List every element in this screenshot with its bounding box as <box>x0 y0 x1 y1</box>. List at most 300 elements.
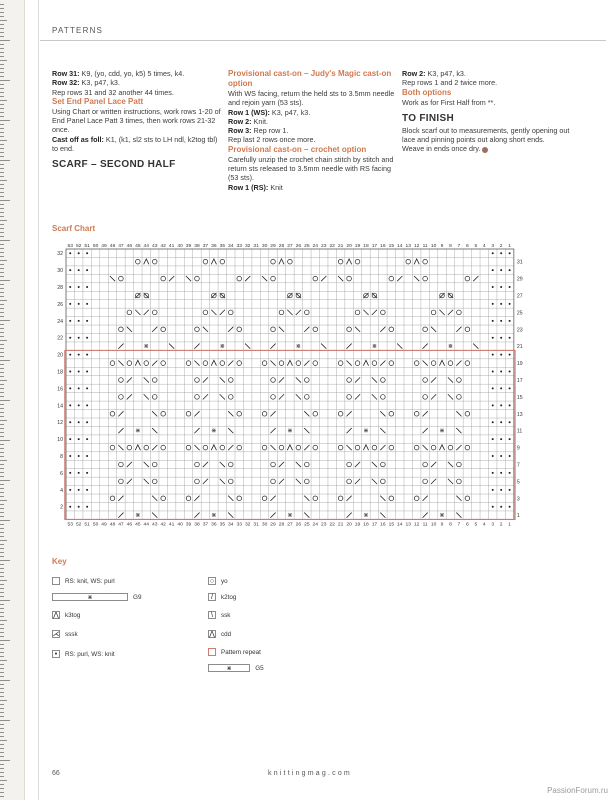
key-label: RS: purl, WS: knit <box>65 650 115 658</box>
paragraph <box>228 183 396 192</box>
ruler-tick <box>0 52 4 53</box>
subheading: Provisional cast-on – crochet option <box>228 144 367 154</box>
paragraph-text: K3, p47, k3. <box>269 107 311 117</box>
row-label-odd: 5 <box>516 479 520 486</box>
ruler-tick <box>0 780 7 781</box>
purl-dot <box>78 455 80 457</box>
ruler-tick <box>0 784 4 785</box>
ruler-tick <box>0 664 4 665</box>
ruler-tick <box>0 288 4 289</box>
purl-dot <box>500 472 502 474</box>
ruler-tick <box>0 212 4 213</box>
column-label: 25 <box>304 244 310 249</box>
purl-dot <box>78 506 80 508</box>
paragraph-text: K9, (yo, cdd, yo, k5) 5 times, k4. <box>79 69 185 78</box>
gathered-symbol: ⋇ <box>439 512 445 520</box>
purl-dot <box>492 421 494 423</box>
ruler-tick <box>0 176 4 177</box>
ruler-tick <box>0 364 4 365</box>
ruler-tick <box>0 60 7 61</box>
ruler-tick <box>0 444 4 445</box>
ruler-tick <box>0 652 4 653</box>
ruler-tick <box>0 764 4 765</box>
row-label-even: 32 <box>57 251 63 258</box>
ruler-tick <box>0 372 4 373</box>
ruler-tick <box>0 172 4 173</box>
ruler-tick <box>0 8 4 9</box>
column-label: 16 <box>380 244 386 249</box>
column-label: 47 <box>118 244 124 249</box>
purl-dot <box>69 472 71 474</box>
column-label: 17 <box>371 244 378 249</box>
column-label: 26 <box>295 244 302 249</box>
ruler-tick <box>0 404 4 405</box>
row-label-even: 10 <box>57 437 63 444</box>
ruler-tick <box>0 624 4 625</box>
column-label: 26 <box>295 522 302 528</box>
ruler-tick <box>0 648 4 649</box>
purl-dot <box>69 421 71 423</box>
column-label: 37 <box>202 244 209 249</box>
column-label: 51 <box>84 522 90 528</box>
row-label-odd: 25 <box>516 310 523 317</box>
row-label-even: 24 <box>57 318 63 325</box>
column-label: 14 <box>397 522 403 528</box>
ruler-tick <box>0 500 7 501</box>
ruler-tick <box>0 192 4 193</box>
ruler-tick <box>0 560 10 561</box>
ruler-tick <box>0 640 10 641</box>
ruler-tick <box>0 480 10 481</box>
purl-dot <box>492 438 494 440</box>
purl-dot <box>86 320 88 322</box>
gathered-symbol: ⋇ <box>211 427 217 435</box>
purl-dot <box>86 455 88 457</box>
ruler-tick <box>0 496 4 497</box>
ruler-tick <box>0 656 4 657</box>
column-label: 22 <box>329 522 335 528</box>
ruler-tick <box>0 204 4 205</box>
ruler-tick <box>0 708 4 709</box>
column-label: 15 <box>388 244 395 249</box>
ruler-tick <box>0 124 4 125</box>
ruler-tick <box>0 144 4 145</box>
column-label: 22 <box>329 244 335 249</box>
purl-dot <box>78 489 80 491</box>
purl-dot <box>509 354 511 356</box>
ruler-tick <box>0 776 4 777</box>
ruler-tick <box>0 180 7 181</box>
column-label: 33 <box>236 244 242 249</box>
ruler-tick <box>0 612 4 613</box>
row-label-even: 6 <box>60 470 63 477</box>
ruler-tick <box>0 588 4 589</box>
column-label: 50 <box>92 244 99 249</box>
purl-dot <box>86 404 88 406</box>
purl-dot <box>509 438 511 440</box>
purl-dot <box>509 269 511 271</box>
key-item <box>208 664 264 672</box>
column-label: 16 <box>380 522 386 528</box>
gathered-symbol: ⋇ <box>363 512 369 520</box>
ruler-tick <box>0 252 4 253</box>
ruler-tick <box>0 432 4 433</box>
column-label: 20 <box>346 522 352 528</box>
ruler-tick <box>0 380 7 381</box>
column-label: 7 <box>457 522 461 528</box>
column-label: 18 <box>363 522 369 528</box>
purl-dot <box>86 286 88 288</box>
column-label: 13 <box>405 522 411 528</box>
ruler-tick <box>0 636 4 637</box>
row-label-odd: 19 <box>516 361 523 368</box>
ruler-tick <box>0 88 4 89</box>
ruler-tick <box>0 72 4 73</box>
purl-dot <box>492 337 494 339</box>
column-label: 41 <box>168 522 175 528</box>
ruler-tick <box>0 544 4 545</box>
row-label-even: 30 <box>57 268 63 275</box>
ruler-tick <box>0 416 4 417</box>
column-label: 12 <box>413 522 420 528</box>
column-label: 40 <box>177 522 183 528</box>
ruler-tick <box>0 220 7 221</box>
gathered-symbol: ⋇ <box>439 427 445 435</box>
ruler-tick <box>0 424 4 425</box>
column-label: 3 <box>491 244 495 249</box>
purl-dot <box>492 286 494 288</box>
column-label: 39 <box>185 244 192 249</box>
column-label: 40 <box>177 244 183 249</box>
column-label: 21 <box>337 522 344 528</box>
ruler-tick <box>0 332 4 333</box>
ruler-tick <box>0 324 4 325</box>
purl-dot <box>78 337 80 339</box>
ruler-tick <box>0 540 7 541</box>
ruler-tick <box>0 508 4 509</box>
column-label: 27 <box>287 522 293 528</box>
ruler-tick <box>0 64 4 65</box>
purl-dot <box>492 404 494 406</box>
ruler-tick <box>0 580 7 581</box>
column-label: 9 <box>440 522 444 528</box>
paragraph <box>52 107 222 135</box>
column-label: 2 <box>499 522 503 528</box>
ruler-tick <box>0 768 4 769</box>
ruler-tick <box>0 516 4 517</box>
ruler-tick <box>0 608 4 609</box>
ruler-tick <box>0 208 4 209</box>
ruler-tick <box>0 168 4 169</box>
key-symbol: / <box>208 593 216 601</box>
purl-dot <box>509 320 511 322</box>
ruler-tick <box>0 564 4 565</box>
paragraph-text: K1, (k1, sl2 sts to LH ndl, k2tog tbl) to end. <box>52 134 218 154</box>
row-label: Row 1 (RS): <box>228 182 269 192</box>
section-heading: SCARF – SECOND HALF <box>52 159 176 171</box>
ruler-tick <box>0 4 4 5</box>
paragraph <box>52 135 222 154</box>
row-label-odd: 29 <box>516 276 523 283</box>
key-label: RS: knit, WS: purl <box>65 577 115 585</box>
paragraph <box>402 144 578 153</box>
ruler-tick <box>0 312 4 313</box>
ruler-tick <box>0 448 4 449</box>
column-label: 11 <box>422 522 428 528</box>
row-label-odd: 11 <box>516 428 523 435</box>
purl-dot <box>69 252 71 254</box>
watermark: PassionForum.ru <box>547 786 608 795</box>
subheading: Set End Panel Lace Patt <box>52 96 144 106</box>
ruler-tick <box>0 736 4 737</box>
column-label: 19 <box>354 522 361 528</box>
column-label: 3 <box>491 522 495 528</box>
key-label: k2tog <box>221 593 237 601</box>
ruler-tick <box>0 724 4 725</box>
column-label: 53 <box>67 244 73 249</box>
purl-dot <box>509 303 511 305</box>
purl-dot <box>492 269 494 271</box>
ruler-icon <box>0 0 25 800</box>
column-label: 2 <box>499 244 503 249</box>
ruler-tick <box>0 520 10 521</box>
ruler-tick <box>0 360 10 361</box>
ruler-tick <box>0 96 4 97</box>
ruler-tick <box>0 236 4 237</box>
purl-dot <box>500 320 502 322</box>
column-label: 45 <box>135 244 141 249</box>
purl-dot <box>492 472 494 474</box>
purl-dot <box>78 303 80 305</box>
paragraph <box>402 98 578 107</box>
column-label: 14 <box>397 244 403 249</box>
key-label: yo <box>221 577 228 585</box>
purl-dot <box>78 438 80 440</box>
ruler-tick <box>0 532 4 533</box>
column-middle <box>228 69 396 192</box>
column-label: 47 <box>118 522 124 528</box>
ruler-tick <box>0 392 4 393</box>
ruler-tick <box>0 160 10 161</box>
column-label: 49 <box>101 244 107 249</box>
ruler-tick <box>0 308 4 309</box>
paragraph <box>402 78 578 87</box>
gathered-symbol: ⋇ <box>135 512 141 520</box>
purl-dot <box>500 506 502 508</box>
ruler-tick <box>0 112 4 113</box>
ruler-tick <box>0 672 4 673</box>
key-label: cdd <box>221 630 232 638</box>
key-symbol <box>52 577 60 585</box>
paragraph-text: Rep rows 1 and 2 twice more. <box>402 78 498 88</box>
ruler-tick <box>0 644 4 645</box>
ruler-tick <box>0 752 4 753</box>
key-item <box>208 648 261 656</box>
purl-dot <box>509 404 511 406</box>
ruler-tick <box>0 40 10 41</box>
ruler-tick <box>0 28 4 29</box>
purl-dot <box>78 421 80 423</box>
ruler-tick <box>0 12 4 13</box>
purl-dot <box>69 354 71 356</box>
column-label: 42 <box>160 244 166 249</box>
purl-dot <box>500 303 502 305</box>
purl-dot <box>78 354 80 356</box>
ruler-tick <box>0 616 4 617</box>
paragraph-text: Work as for First Half from **. <box>402 97 496 107</box>
ruler-tick <box>0 184 4 185</box>
key-symbol: \ <box>208 611 216 619</box>
column-label: 6 <box>466 522 469 528</box>
column-label: 30 <box>261 522 268 528</box>
ruler-tick <box>0 264 4 265</box>
row-label-even: 28 <box>57 285 63 292</box>
purl-dot <box>492 354 494 356</box>
ruler-tick <box>0 740 7 741</box>
subheading: Both options <box>402 87 452 97</box>
subheading: Provisional cast-on – Judy's Magic cast-on option <box>228 69 392 88</box>
row-label-odd: 13 <box>516 411 523 418</box>
ruler-tick <box>0 792 4 793</box>
column-label: 48 <box>109 522 116 528</box>
column-label: 5 <box>474 244 478 249</box>
ruler-tick <box>0 268 4 269</box>
ruler-tick <box>0 352 4 353</box>
key-item <box>208 577 228 585</box>
ruler-tick <box>0 456 4 457</box>
row-label-odd: 3 <box>516 496 520 503</box>
ruler-tick <box>0 472 4 473</box>
ruler-tick <box>0 412 4 413</box>
column-label: 51 <box>84 244 90 249</box>
column-label: 9 <box>440 244 444 249</box>
ruler-tick <box>0 700 7 701</box>
ruler-tick <box>0 328 4 329</box>
column-label: 43 <box>151 522 158 528</box>
column-label: 28 <box>278 522 285 528</box>
gathered-symbol: ⋇ <box>135 427 141 435</box>
column-label: 36 <box>211 244 217 249</box>
purl-dot <box>500 252 502 254</box>
key-label: sssk <box>65 630 78 638</box>
purl-dot <box>500 269 502 271</box>
ruler-tick <box>0 296 4 297</box>
column-label: 32 <box>244 522 251 528</box>
purl-dot <box>69 337 71 339</box>
paragraph-text: Using Chart or written instructions, work rows 1-20 of End Panel Lace Patt 3 times, then work rows 21-32 once. <box>52 106 221 135</box>
paragraph-text: K3, p47, k3. <box>79 78 120 88</box>
ruler-tick <box>0 772 4 773</box>
column-right <box>402 69 578 154</box>
column-label: 13 <box>405 244 411 249</box>
paragraph <box>52 78 222 87</box>
gathered-symbol: ⋇ <box>219 343 226 351</box>
row-label-even: 20 <box>57 352 63 359</box>
ruler-tick <box>0 420 7 421</box>
purl-dot <box>492 252 494 254</box>
purl-dot <box>69 455 71 457</box>
row-label-odd: 21 <box>516 344 523 351</box>
ruler-tick <box>0 356 4 357</box>
column-label: 42 <box>160 522 166 528</box>
purl-dot <box>69 320 71 322</box>
purl-dot <box>492 455 494 457</box>
ruler-tick <box>0 256 4 257</box>
ruler-tick <box>0 452 4 453</box>
paragraph-text: Weave in ends once dry. <box>402 144 481 154</box>
ruler-tick <box>0 400 10 401</box>
ruler-tick <box>0 428 4 429</box>
ruler-tick <box>0 340 7 341</box>
gathered-symbol: ⋇ <box>143 343 150 351</box>
purl-dot <box>78 387 80 389</box>
ruler-tick <box>0 760 10 761</box>
ruler-tick <box>0 460 7 461</box>
purl-dot <box>509 421 511 423</box>
ruler-tick <box>0 676 4 677</box>
purl-dot <box>509 472 511 474</box>
key-item <box>208 593 236 601</box>
ruler-tick <box>0 692 4 693</box>
key-item <box>52 611 80 619</box>
ruler-tick <box>0 260 7 261</box>
column-label: 34 <box>228 244 234 249</box>
purl-dot <box>78 252 80 254</box>
ruler-tick <box>0 728 4 729</box>
column-label: 15 <box>388 522 395 528</box>
ruler-tick <box>0 300 7 301</box>
row-label-even: 14 <box>57 403 63 410</box>
column-label: 50 <box>92 522 99 528</box>
key-item <box>52 630 78 638</box>
key-symbol: ○ <box>209 577 215 585</box>
ruler-tick <box>0 116 4 117</box>
purl-dot <box>492 371 494 373</box>
column-label: 45 <box>135 522 141 528</box>
paragraph-text: With WS facing, return the held sts to 3.5mm needle and rejoin yarn (53 sts). <box>228 89 395 108</box>
column-left <box>52 69 222 172</box>
row-label-odd: 27 <box>516 293 523 300</box>
column-label: 24 <box>312 522 319 528</box>
gathered-symbol: ⋇ <box>295 343 302 351</box>
scarf-chart <box>52 240 532 540</box>
ruler-tick <box>0 56 4 57</box>
ruler-tick <box>0 16 4 17</box>
row-label: Row 2: <box>402 69 426 78</box>
paragraph <box>228 89 396 108</box>
ruler-tick <box>0 152 4 153</box>
ruler-tick <box>0 188 4 189</box>
ruler-tick <box>0 524 4 525</box>
column-label: 1 <box>508 244 511 249</box>
row-label-odd: 31 <box>516 259 523 266</box>
ruler-tick <box>0 464 4 465</box>
purl-dot <box>500 421 502 423</box>
purl-dot <box>78 286 80 288</box>
ruler-tick <box>0 104 4 105</box>
purl-dot <box>86 506 88 508</box>
page-number: 66 <box>52 770 60 777</box>
ruler-tick <box>0 660 7 661</box>
purl-dot <box>500 438 502 440</box>
column-label: 31 <box>253 244 259 249</box>
column-label: 28 <box>278 244 285 249</box>
ruler-tick <box>0 348 4 349</box>
ruler-tick <box>0 408 4 409</box>
row-label-even: 8 <box>60 454 63 461</box>
column-label: 52 <box>75 522 82 528</box>
key-label: G9 <box>133 593 142 601</box>
